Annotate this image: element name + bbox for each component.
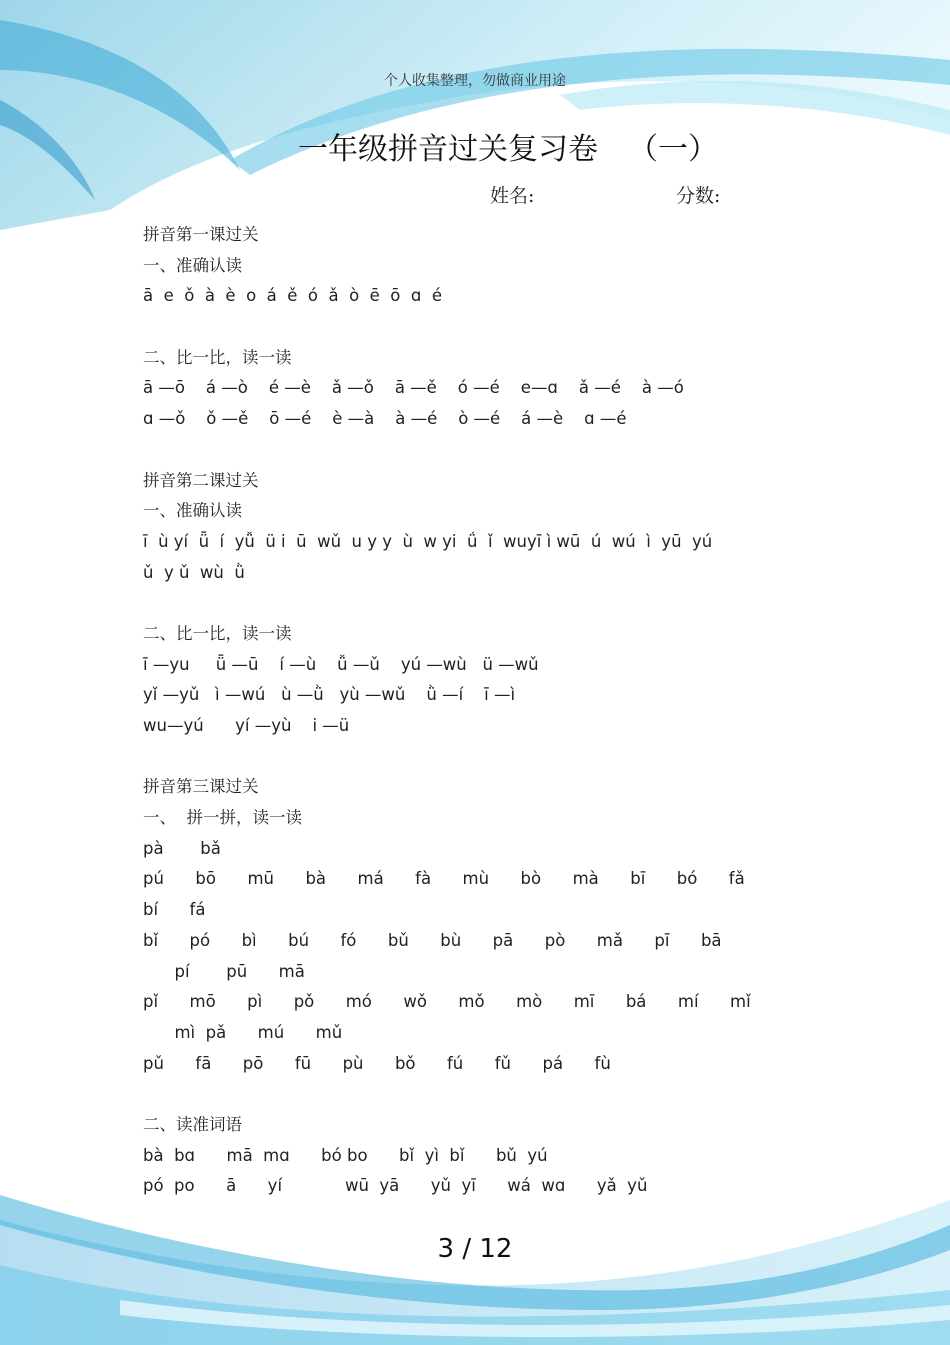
pinyin-line: ɑ —ǒ ǒ —ě ō —é è —à à —é ò —é á —è ɑ —é [143,409,627,429]
lesson-heading: 拼音第一课过关 [143,225,259,244]
pinyin-line: ǔ y ǔ wù ǜ [143,562,245,582]
title-suffix: （一） [628,132,718,167]
pinyin-word-line: bà bɑ mā mɑ bó bo bǐ yì bǐ bǔ yú [143,1145,548,1165]
page-number: 3 / 12 [437,1234,513,1264]
page-title [298,124,718,168]
blank-line [143,742,883,773]
pinyin-word-line: pó po ā yí wū yā yǔ yī wá wɑ yǎ yǔ [143,1176,648,1196]
section-heading: 二、读准词语 [143,1114,242,1134]
blank-line [143,588,883,619]
lesson-heading: 拼音第二课过关 [143,470,259,490]
pinyin-line: yǐ —yǔ ì —wú ù —ǜ yù —wǔ ǜ —í ī —ì [143,685,516,705]
pinyin-line: ī ù yí ǖ í yǚ ü i ū wǔ u y y ù w yi ǘ ǐ wuyī ì wū ú wú ì yū yú [143,531,713,551]
section-heading: 一、 拼一拼，读一读 [143,808,302,828]
blank-line [143,1079,883,1110]
name-label: 姓名: [490,185,535,207]
pinyin-line: mì pǎ mú mǔ [143,1022,343,1042]
lesson-heading: 拼音第三课过关 [143,777,259,797]
section-heading: 一、准确认读 [143,501,242,521]
worksheet-content [143,220,883,1202]
title-text: 一年级拼音过关复习卷 [298,132,598,167]
section-heading: 二、比一比，读一读 [143,623,292,643]
pinyin-line: bí fá [143,900,206,920]
pinyin-line: pí pū mā [143,961,305,981]
pinyin-line: pà bǎ [143,838,221,858]
pinyin-line: pǔ fā pō fū pù bǒ fú fǔ pá fù [143,1053,611,1073]
score-label: 分数: [676,185,721,207]
pinyin-line: ā —ō á —ò é —è ǎ —ǒ ā —ě ó —é e—ɑ ǎ —é à —ó [143,378,684,398]
pinyin-line: ī —yu ǖ —ū í —ù ǚ —ǔ yú —wù ü —wǔ [143,654,539,674]
pinyin-line: bǐ pó bì bú fó bǔ bù pā pò mǎ pī bā [143,930,722,950]
section-heading: 二、比一比，读一读 [143,347,292,367]
watermark-text: 个人收集整理，勿做商业用途 [384,73,566,89]
pinyin-line: wu—yú yí —yù i —ü [143,716,350,735]
pinyin-line: ā e ǒ à è o á ě ó ǎ ò ē ō ɑ é [143,286,443,306]
blank-line [143,312,883,343]
blank-line [143,435,883,466]
section-heading: 一、准确认读 [143,255,242,275]
pinyin-line: pǐ mō pì pǒ mó wǒ mǒ mò mī bá mí mǐ [143,992,751,1012]
pinyin-line: pú bō mū bà má fà mù bò mà bī bó fǎ [143,869,745,889]
